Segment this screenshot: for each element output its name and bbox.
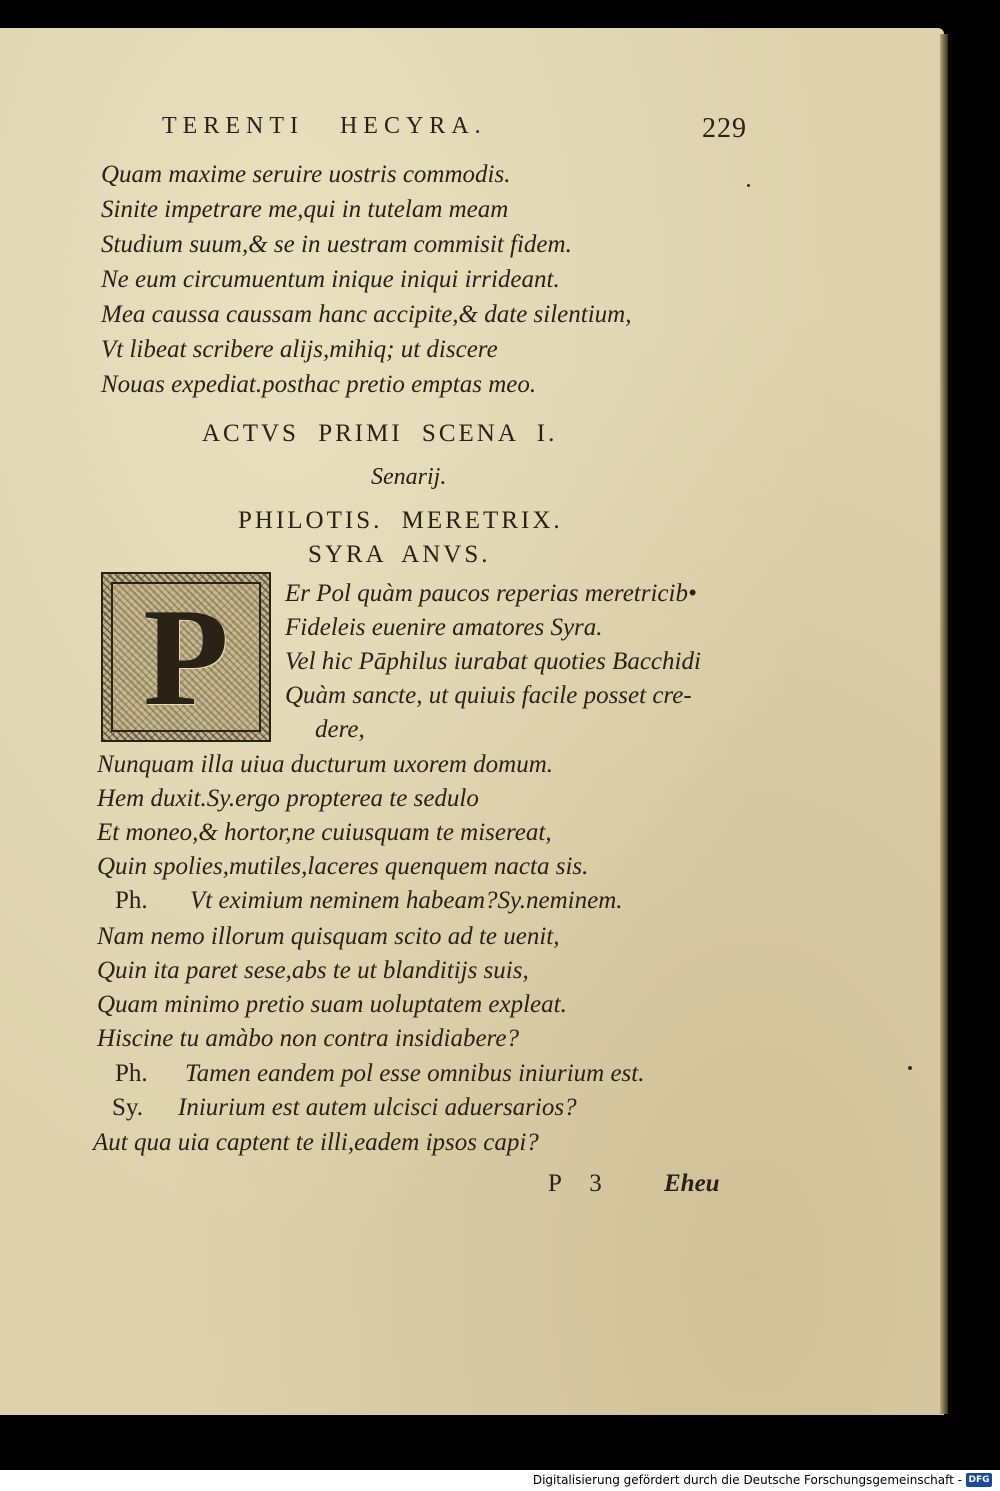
catchword: Eheu bbox=[664, 1170, 720, 1197]
page-speck bbox=[908, 1066, 912, 1070]
act-heading: ACTVS PRIMI SCENA I. bbox=[202, 420, 558, 447]
decorated-initial bbox=[101, 572, 271, 742]
prologue-line: Mea caussa caussam hanc accipite,& date silentium, bbox=[101, 301, 632, 328]
characters-line-2: SYRA ANVS. bbox=[308, 541, 491, 568]
dfg-logo: DFG bbox=[966, 1473, 992, 1487]
page-edge-shadow bbox=[940, 34, 948, 1414]
body-line: Nam nemo illorum quisquam scito ad te uenit, bbox=[97, 923, 560, 950]
initial-line: Quàm sancte, ut quiuis facile posset cre- bbox=[285, 682, 692, 709]
page-speck bbox=[747, 184, 750, 187]
running-title: TERENTI HECYRA. bbox=[162, 113, 487, 139]
prologue-line: Ne eum circumuentum inique iniqui irrideant. bbox=[101, 266, 560, 293]
body-line: Nunquam illa uiua ducturum uxorem domum. bbox=[97, 751, 553, 778]
signature-mark: P 3 bbox=[548, 1170, 604, 1197]
body-line: Quam minimo pretio suam uoluptatem expleat. bbox=[97, 991, 567, 1018]
initial-line: Fideleis euenire amatores Syra. bbox=[285, 614, 603, 641]
speaker-text: Tamen eandem pol esse omnibus iniurium est. bbox=[185, 1060, 645, 1087]
body-line: Et moneo,& hortor,ne cuiusquam te misereat, bbox=[97, 819, 552, 846]
body-line: Quin spolies,mutiles,laceres quenquem nacta sis. bbox=[97, 853, 589, 880]
initial-line: dere, bbox=[315, 716, 365, 743]
initial-line: Er Pol quàm paucos reperias meretricib• bbox=[285, 580, 697, 607]
meter-label: Senarij. bbox=[371, 464, 447, 490]
speaker-label: Ph. bbox=[115, 887, 148, 914]
prologue-line: Sinite impetrare me,qui in tutelam meam bbox=[101, 196, 509, 223]
running-header bbox=[162, 113, 487, 140]
initial-letter: P bbox=[143, 579, 229, 735]
prologue-line: Studium suum,& se in uestram commisit fidem. bbox=[101, 231, 572, 258]
speaker-text: Vt eximium neminem habeam?Sy.neminem. bbox=[190, 887, 623, 914]
prologue-line: Vt libeat scribere alijs,mihiq; ut discere bbox=[101, 336, 498, 363]
body-line: Hiscine tu amàbo non contra insidiabere? bbox=[97, 1025, 519, 1052]
body-line: Hem duxit.Sy.ergo propterea te sedulo bbox=[97, 785, 479, 812]
initial-line: Vel hic Pāphilus iurabat quoties Bacchidi bbox=[285, 648, 701, 675]
page-number: 229 bbox=[702, 113, 747, 144]
body-line: Aut qua uia captent te illi,eadem ipsos capi? bbox=[93, 1129, 539, 1156]
speaker-label: Ph. bbox=[115, 1060, 148, 1087]
characters-line-1: PHILOTIS. MERETRIX. bbox=[238, 507, 563, 534]
prologue-line: Quam maxime seruire uostris commodis. bbox=[101, 161, 511, 188]
prologue-line: Nouas expediat.posthac pretio emptas meo. bbox=[101, 371, 537, 398]
scan-border bbox=[0, 1415, 1000, 1470]
footer-credit: Digitalisierung gefördert durch die Deutsche Forschungsgemeinschaft - bbox=[532, 1473, 962, 1487]
speaker-text: Iniurium est autem ulcisci aduersarios? bbox=[178, 1094, 577, 1121]
speaker-label: Sy. bbox=[112, 1094, 144, 1121]
body-line: Quin ita paret sese,abs te ut blanditijs suis, bbox=[97, 957, 529, 984]
